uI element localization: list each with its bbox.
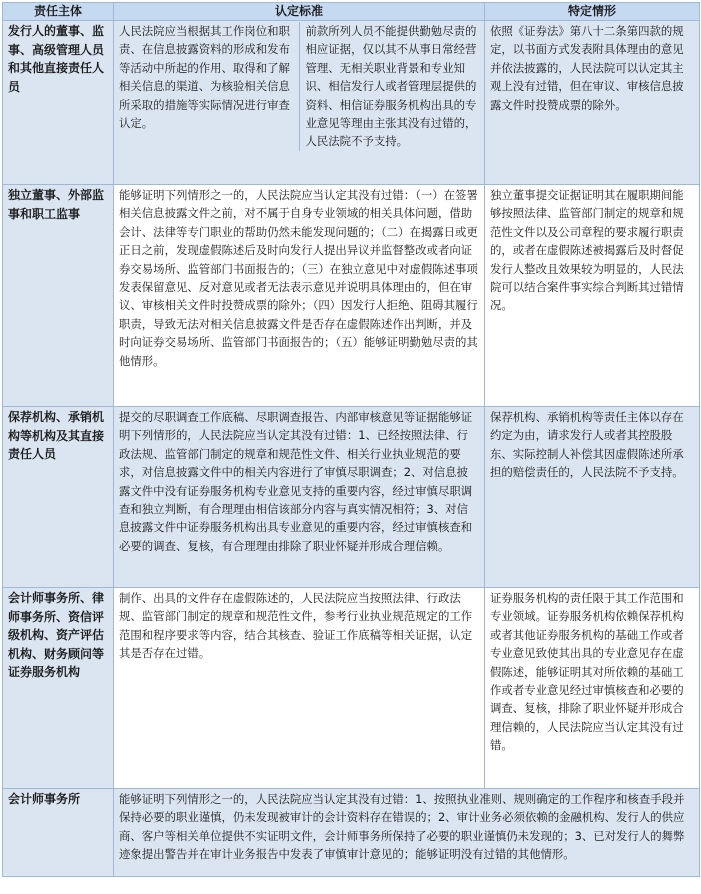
table-row <box>3 21 700 185</box>
special-cell: 保荐机构、承销机构等责任主体以存在约定为由，请求发行人或者其控股股东、实际控制人补偿其因虚假陈述所承担的赔偿责任的，人民法院不予支持。 <box>485 407 700 588</box>
special-cell: 证券服务机构的责任限于其工作范围和专业领域。证券服务机构依赖保荐机构或者其他证券服务机构的基础工作或者专业意见致使其出具的专业意见存在虚假陈述，能够证明其对所依赖的基础工作或者专业意见经过审慎核查和必要的调查、复核，排除了职业怀疑并形成合理信赖的，人民法院应当认定其没有过错。 <box>485 588 700 789</box>
table-row <box>3 185 700 407</box>
header-standard: 认定标准 <box>114 3 485 21</box>
standard-cell: 提交的尽职调查工作底稿、尽职调查报告、内部审核意见等证据能够证明下列情形的，人民法院应当认定其没有过错：1、已经按照法律、行政法规、监管部门制定的规章和规范性文件、相关行业执业规范的要求，对信息披露文件中的相关内容进行了审慎尽职调查；2、对信息披露文件中没有证券服务机构专业意见支持的重要内容，经过审慎尽职调查和独立判断，有合理理由相信该部分内容与真实情况相符；3、对信息披露文件中证券服务机构出具专业意见的重要内容，经过审慎核查和必要的调查、复核，有合理理由排除了职业怀疑并形成合理信赖。 <box>114 407 485 588</box>
standard-cell: 能够证明下列情形之一的，人民法院应当认定其没有过错：1、按照执业准则、规则确定的工作程序和核查手段并保持必要的职业谨慎，仍未发现被审计的会计资料存在错误的；2、审计业务必须依赖的金融机构、发行人的供应商、客户等相关单位提供不实证明文件，会计师事务所保持了必要的职业谨慎仍未发现的；3、已对发行人的舞弊迹象提出警告并在审计业务报告中发表了审慎审计意见的；能够证明没有过错的其他情形。 <box>114 789 700 877</box>
standard-left-text: 人民法院应当根据其工作岗位和职责、在信息披露资料的形成和发布等活动中所起的作用、取得和了解相关信息的渠道、为核验相关信息所采取的措施等实际情况进行审查认定。 <box>119 24 290 131</box>
table-header-row <box>3 3 700 21</box>
special-cell: 独立董事提交证据证明其在履职期间能够按照法律、监管部门制定的规章和规范性文件以及公司章程的要求履行职责的，或者在虚假陈述被揭露后及时督促发行人整改且效果较为明显的，人民法院可以结合案件事实综合判断其过错情况。 <box>485 185 700 407</box>
special-cell: 依照《证券法》第八十二条第四款的规定，以书面方式发表附具体理由的意见并依法披露的，人民法院可以认定其主观上没有过错，但在审议、审核信息披露文件时投赞成票的除外。 <box>485 21 700 185</box>
subject-cell: 会计师事务所、律师事务所、资信评级机构、资产评估机构、财务顾问等证券服务机构 <box>3 588 114 789</box>
subject-cell: 独立董事、外部监事和职工监事 <box>3 185 114 407</box>
table-row <box>3 407 700 588</box>
subject-cell: 保荐机构、承销机构等机构及其直接责任人员 <box>3 407 114 588</box>
standard-cell <box>114 21 485 185</box>
header-subject: 责任主体 <box>3 3 114 21</box>
standard-right-text: 前款所列人员不能提供勤勉尽责的相应证据，仅以其不从事日常经营管理、无相关职业背景和专业知识、相信发行人或者管理层提供的资料、相信证券服务机构出具的专业意见等理由主张其没有过错的，人民法院不予支持。 <box>299 22 480 151</box>
subject-cell: 会计师事务所 <box>3 789 114 877</box>
standard-cell: 能够证明下列情形之一的，人民法院应当认定其没有过错：（一）在签署相关信息披露文件之前，对不属于自身专业领域的相关具体问题，借助会计、法律等专门职业的帮助仍然未能发现问题的；（二）在揭露日或更正日之前，发现虚假陈述后及时向发行人提出异议并监督整改或者向证券交易场所、监管部门书面报告的；（三）在独立意见中对虚假陈述事项发表保留意见、反对意见或者无法表示意见并说明具体理由的，但在审议、审核相关文件时投赞成票的除外；（四）因发行人拒绝、阻碍其履行职责，导致无法对相关信息披露文件是否存在虚假陈述作出判断，并及时向证券交易场所、监管部门书面报告的；（五）能够证明勤勉尽责的其他情形。 <box>114 185 485 407</box>
header-special: 特定情形 <box>485 3 700 21</box>
table-row <box>3 789 700 877</box>
liability-table <box>2 2 700 877</box>
table-row <box>3 588 700 789</box>
standard-cell: 制作、出具的文件存在虚假陈述的，人民法院应当按照法律、行政法规、监管部门制定的规章和规范性文件，参考行业执业规范规定的工作范围和程序要求等内容，结合其核查、验证工作底稿等相关证据，认定其是否存在过错。 <box>114 588 485 789</box>
subject-cell: 发行人的董事、监事、高级管理人员和其他直接责任人员 <box>3 21 114 185</box>
